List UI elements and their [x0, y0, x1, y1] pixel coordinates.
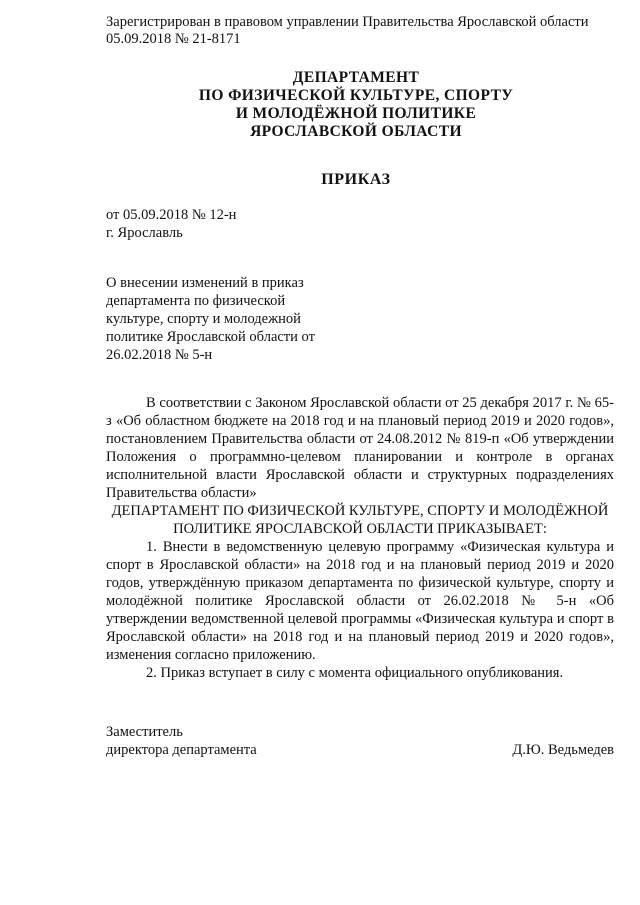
signer-name: Д.Ю. Ведьмедев	[512, 742, 614, 758]
preamble-paragraph: В соответствии с Законом Ярославской области от 25 декабря 2017 г. № 65-з «Об областном бюджете на 2018 год и на плановый период 2019 и 2020 годов», постановлением Правительства области от 24.08.2012 № 819-п «Об утверждении Положения о программно-целевом планировании и контроле в органах исполнительной власти Ярославской области и структурных подразделениях Правительства области»	[106, 395, 614, 501]
order-date-number: от 05.09.2018 № 12-н	[106, 207, 237, 223]
department-line-1: ДЕПАРТАМЕНТ	[292, 69, 420, 86]
department-line-2: ПО ФИЗИЧЕСКОЙ КУЛЬТУРЕ, СПОРТУ	[198, 87, 514, 104]
signer-position-1: Заместитель	[106, 724, 183, 740]
item-2-paragraph: 2. Приказ вступает в силу с момента официального опубликования.	[146, 665, 564, 681]
item-1-paragraph: 1. Внести в ведомственную целевую программу «Физическая культура и спорт в Ярославской области» на 2018 год и на плановый период 2019 и 2020 годов, утверждённую приказом департамента по физической культуре, спорту и молодёжной политике Ярославской области от 26.02.2018 № 5-н «Об утверждении ведомственной целевой программы «Физическая культура и спорт в Ярославской области» на 2018 год и на плановый период 2019 и 2020 годов», изменения согласно приложению.	[106, 539, 614, 663]
signer-position-2: директора департамента	[106, 742, 257, 758]
order-meta	[106, 206, 236, 242]
subject-line-2: департамента по физической	[106, 293, 286, 309]
subject-line-4: политике Ярославской области от	[106, 329, 315, 345]
department-line-4: ЯРОСЛАВСКОЙ ОБЛАСТИ	[250, 123, 462, 140]
subject-line-3: культуре, спорту и молодежной	[106, 311, 301, 327]
orders-paragraph: ДЕПАРТАМЕНТ ПО ФИЗИЧЕСКОЙ КУЛЬТУРЕ, СПОРТУ И МОЛОДЁЖНОЙ ПОЛИТИКЕ ЯРОСЛАВСКОЙ ОБЛАСТИ ПРИКАЗЫВАЕТ:	[111, 503, 609, 537]
registration-line-2: 05.09.2018 № 21-8171	[106, 31, 241, 47]
subject-line-1: О внесении изменений в приказ	[106, 275, 304, 291]
signature-row	[106, 741, 614, 759]
registration-note	[106, 14, 616, 48]
order-city: г. Ярославль	[106, 225, 183, 241]
order-title: ПРИКАЗ	[321, 171, 391, 188]
department-header	[106, 69, 606, 141]
order-body	[106, 394, 614, 682]
order-subject	[106, 274, 336, 364]
subject-line-5: 26.02.2018 № 5-н	[106, 347, 213, 363]
signature-block	[106, 723, 614, 759]
department-line-3: И МОЛОДЁЖНОЙ ПОЛИТИКЕ	[235, 105, 477, 122]
registration-line-1: Зарегистрирован в правовом управлении Правительства Ярославской области	[106, 14, 589, 30]
